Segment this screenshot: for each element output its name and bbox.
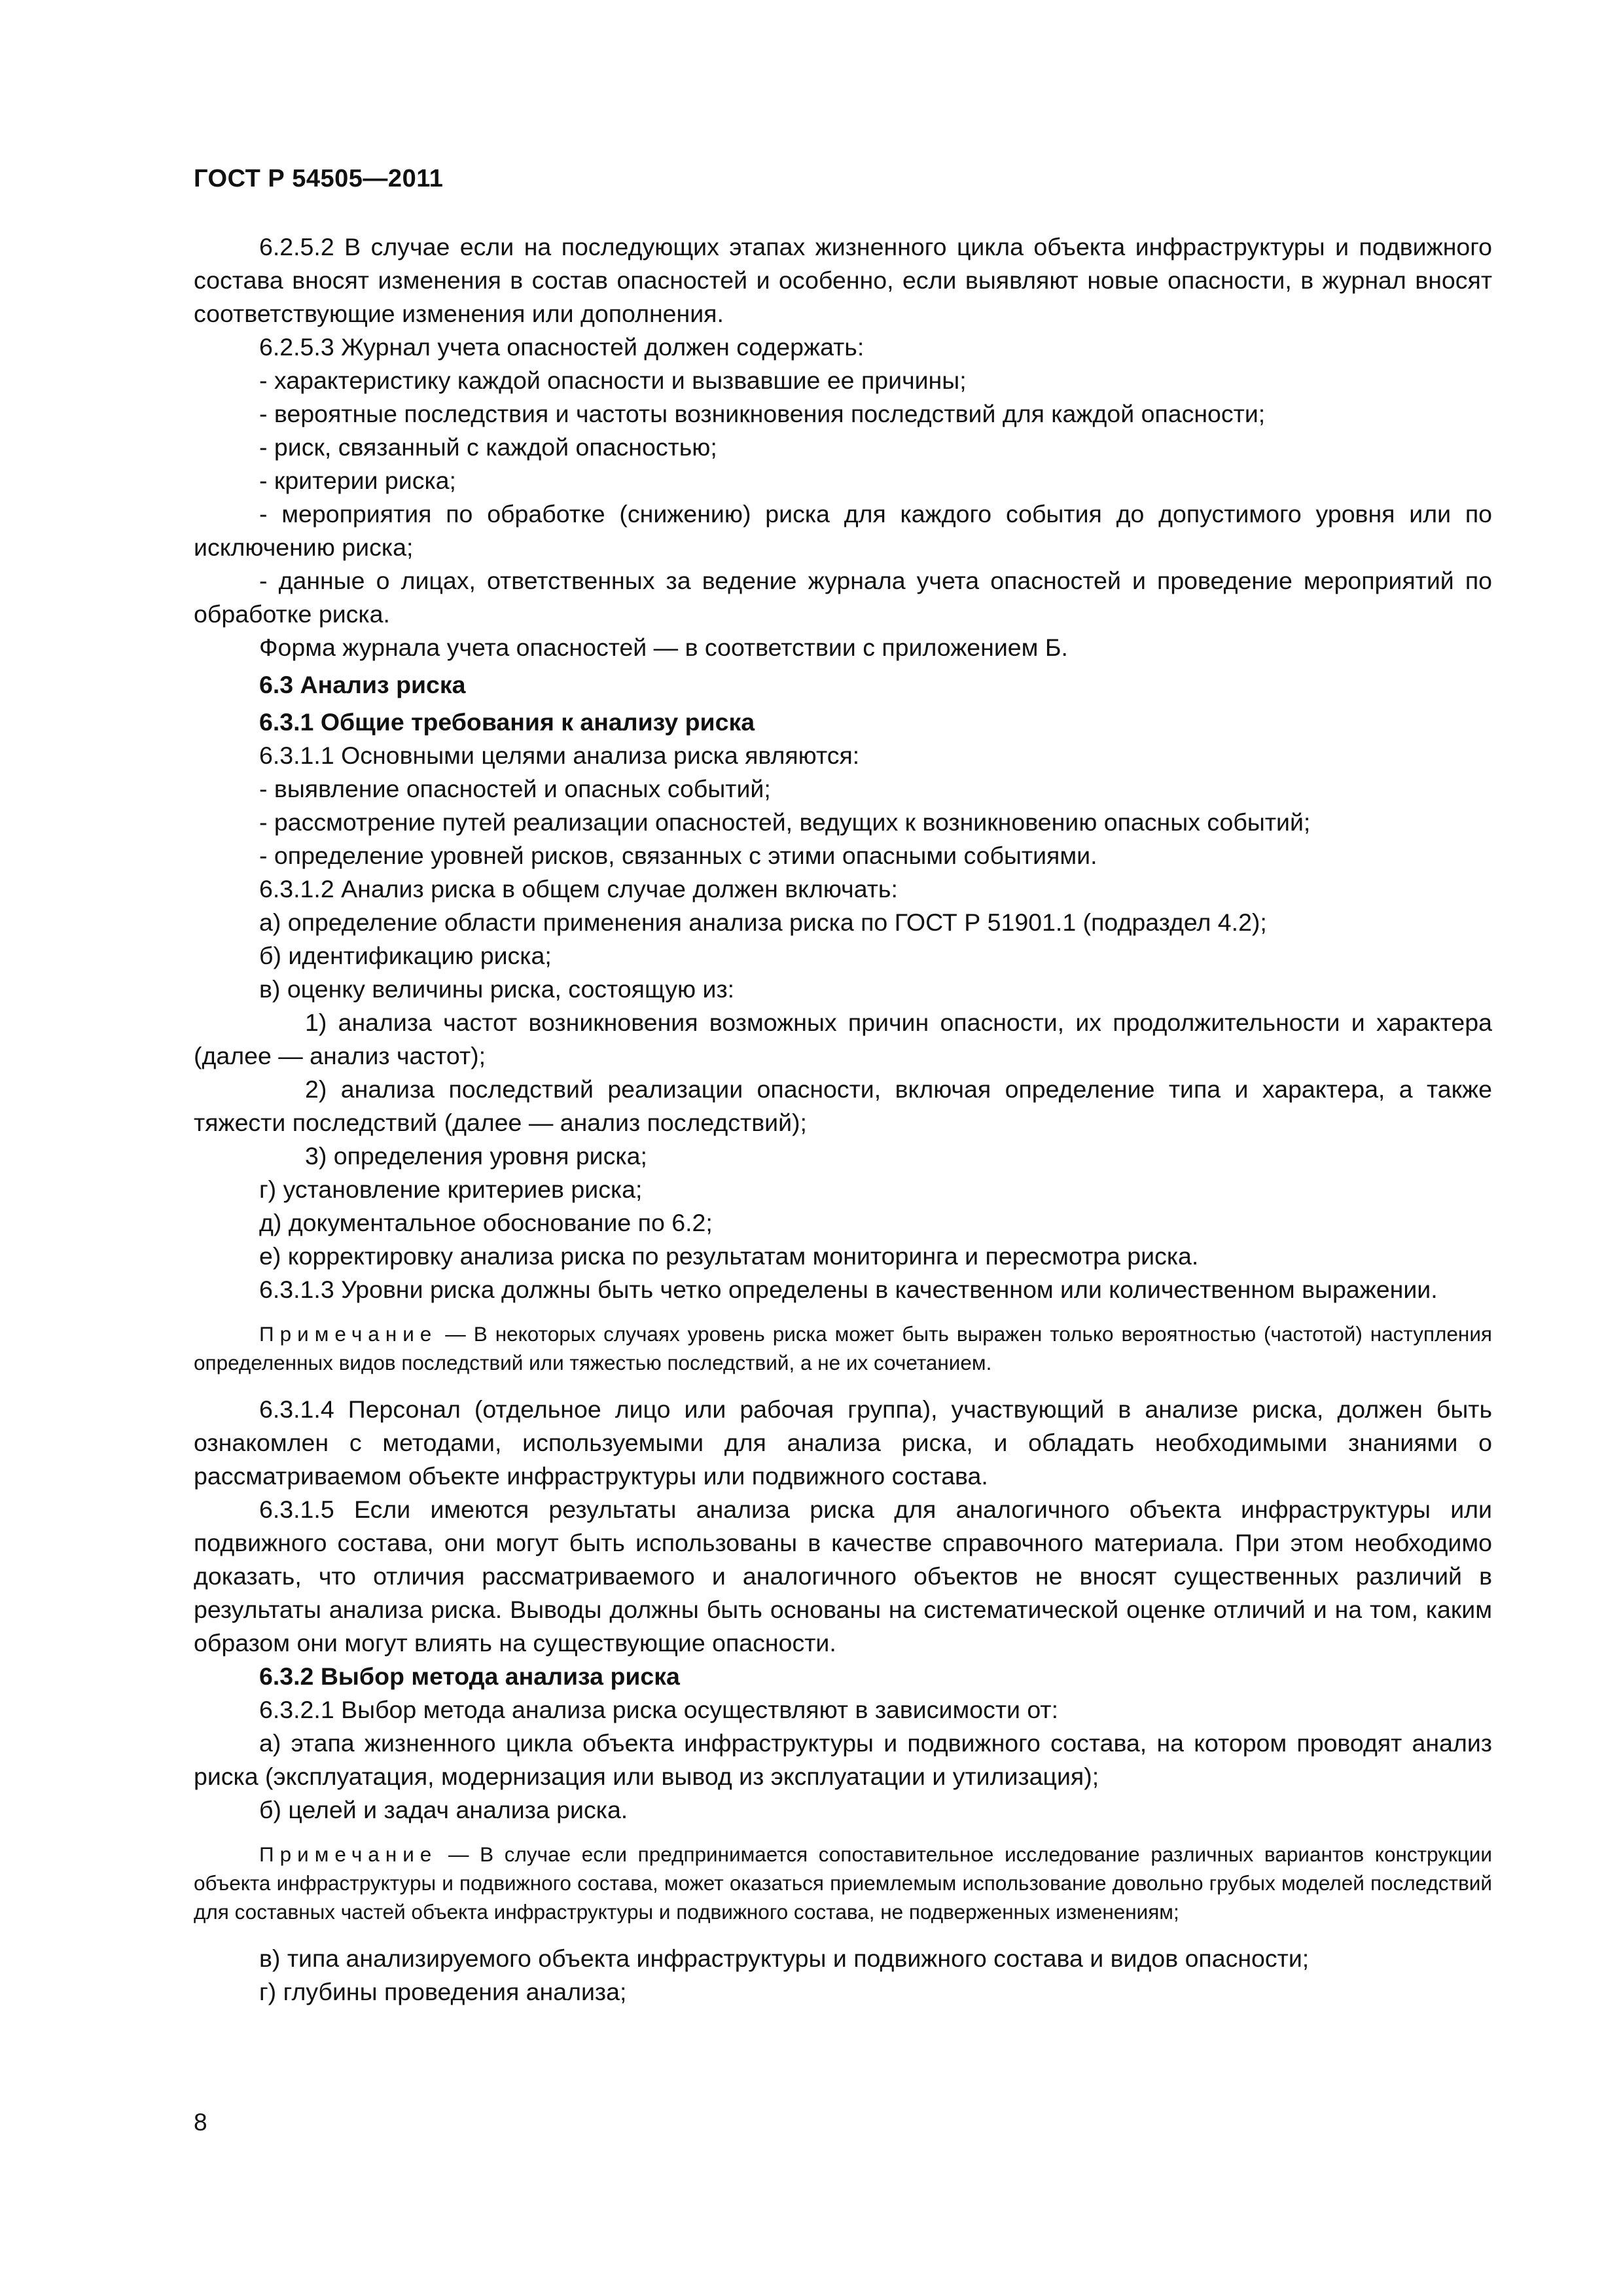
list-item: - рассмотрение путей реализации опасностей, ведущих к возникновению опасных событий; bbox=[259, 808, 1311, 836]
list-item: - данные о лицах, ответственных за ведение журнала учета опасностей и проведение мероприятий по обработке риска. bbox=[194, 567, 1492, 628]
list-item: - критерии риска; bbox=[259, 467, 456, 494]
heading-6-3-1: 6.3.1 Общие требования к анализу риска bbox=[259, 708, 755, 736]
paragraph-6-3-2-1: 6.3.2.1 Выбор метода анализа риска осуществляют в зависимости от: bbox=[259, 1696, 1059, 1723]
heading-6-3-2: 6.3.2 Выбор метода анализа риска bbox=[259, 1662, 680, 1690]
list-item: - мероприятия по обработке (снижению) риска для каждого события до допустимого уровня или по исключению риска; bbox=[194, 500, 1492, 561]
list-item: г) установление критериев риска; bbox=[259, 1175, 643, 1203]
paragraph-6-3-1-4: 6.3.1.4 Персонал (отдельное лицо или рабочая группа), участвующий в анализе риска, должен быть ознакомлен с методами, используемыми для анализа риска, и обладать необходимыми знаниями о рассматриваемом объекте инфраструктуры или подвижного состава. bbox=[194, 1395, 1492, 1490]
note-label: Примечание bbox=[259, 1842, 438, 1866]
list-item: б) идентификацию риска; bbox=[259, 942, 552, 969]
note-1 bbox=[194, 1319, 1492, 1377]
list-item: е) корректировку анализа риска по результатам мониторинга и пересмотра риска. bbox=[259, 1242, 1199, 1270]
list-item: а) этапа жизненного цикла объекта инфраструктуры и подвижного состава, на котором проводят анализ риска (эксплуатация, модернизация или вывод из эксплуатации и утилизация); bbox=[194, 1729, 1492, 1790]
list-item: г) глубины проведения анализа; bbox=[259, 1978, 627, 2005]
paragraph-6-3-1-1: 6.3.1.1 Основными целями анализа риска являются: bbox=[259, 742, 860, 769]
sub-list-item: 1) анализа частот возникновения возможных причин опасности, их продолжительности и характера (далее — анализ частот); bbox=[194, 1009, 1492, 1069]
document-header: ГОСТ Р 54505—2011 bbox=[194, 165, 444, 192]
note-label: Примечание bbox=[259, 1322, 438, 1346]
note-text: — В случае если предпринимается сопоставительное исследование различных вариантов конструкции объекта инфраструктуры и подвижного состава, может оказаться приемлемым использование довольно грубых моделей последствий для составных частей объекта инфраструктуры и подвижного состава, не подверженных изменениям; bbox=[194, 1842, 1492, 1924]
paragraph-6-3-1-3: 6.3.1.3 Уровни риска должны быть четко определены в качественном или количественном выражении. bbox=[259, 1276, 1438, 1303]
paragraph-6-2-5-2: 6.2.5.2 В случае если на последующих этапах жизненного цикла объекта инфраструктуры и подвижного состава вносят изменения в состав опасностей и особенно, если выявляют новые опасности, в журнал вносят соответствующие изменения или дополнения. bbox=[194, 233, 1492, 327]
list-item: а) определение области применения анализа риска по ГОСТ Р 51901.1 (подраздел 4.2); bbox=[259, 908, 1267, 936]
list-item: - вероятные последствия и частоты возникновения последствий для каждой опасности; bbox=[259, 400, 1266, 427]
paragraph-form: Форма журнала учета опасностей — в соответствии с приложением Б. bbox=[259, 634, 1068, 661]
sub-list-item: 2) анализа последствий реализации опасности, включая определение типа и характера, а также тяжести последствий (далее — анализ последствий); bbox=[194, 1075, 1492, 1136]
list-item: д) документальное обоснование по 6.2; bbox=[259, 1209, 713, 1236]
note-text: — В некоторых случаях уровень риска может быть выражен только вероятностью (частотой) наступления определенных видов последствий или тяжестью последствий, а не их сочетанием. bbox=[194, 1322, 1492, 1374]
list-item: в) типа анализируемого объекта инфраструктуры и подвижного состава и видов опасности; bbox=[259, 1945, 1310, 1972]
paragraph-6-3-1-2: 6.3.1.2 Анализ риска в общем случае должен включать: bbox=[259, 875, 898, 903]
paragraph-6-2-5-3: 6.2.5.3 Журнал учета опасностей должен содержать: bbox=[259, 333, 865, 361]
list-item: - определение уровней рисков, связанных с этими опасными событиями. bbox=[259, 842, 1097, 869]
note-2 bbox=[194, 1840, 1492, 1926]
heading-6-3: 6.3 Анализ риска bbox=[259, 671, 466, 698]
paragraph-6-3-1-5: 6.3.1.5 Если имеются результаты анализа риска для аналогичного объекта инфраструктуры или подвижного состава, они могут быть использованы в качестве справочного материала. При этом необходимо доказать, что отличия рассматриваемого и аналогичного объектов не вносят существенных различий в результаты анализа риска. Выводы должны быть основаны на систематической оценке отличий и на том, каким образом они могут влиять на существующие опасности. bbox=[194, 1496, 1492, 1657]
sub-list-item: 3) определения уровня риска; bbox=[305, 1142, 647, 1170]
list-item: б) целей и задач анализа риска. bbox=[259, 1796, 628, 1823]
list-item: - характеристику каждой опасности и вызвавшие ее причины; bbox=[259, 367, 967, 394]
list-item: в) оценку величины риска, состоящую из: bbox=[259, 975, 735, 1003]
list-item: - выявление опасностей и опасных событий; bbox=[259, 775, 771, 802]
list-item: - риск, связанный с каждой опасностью; bbox=[259, 433, 717, 461]
document-body bbox=[194, 230, 1492, 2009]
page-number: 8 bbox=[194, 2109, 207, 2136]
